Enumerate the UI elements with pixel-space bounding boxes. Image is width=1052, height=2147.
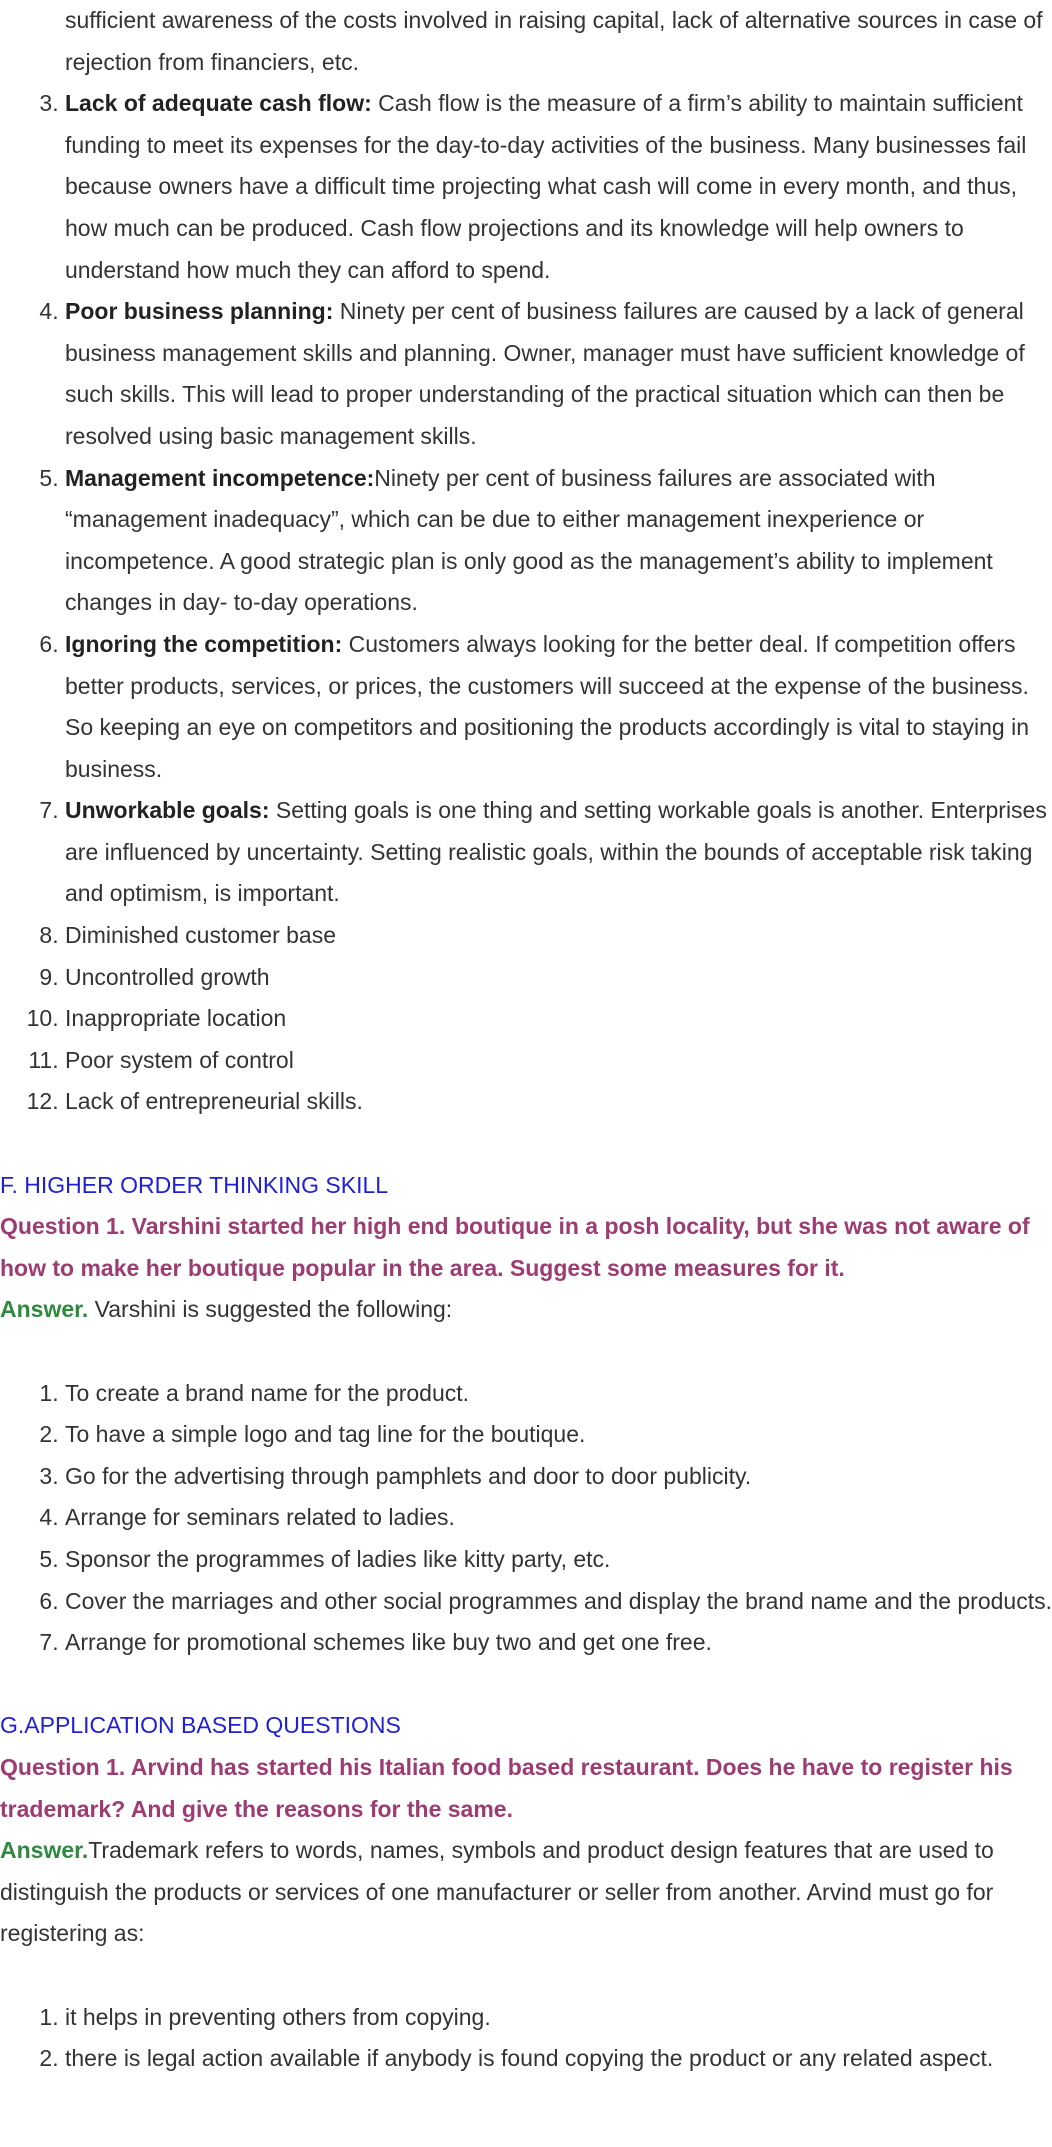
list-item-text: Uncontrolled growth xyxy=(65,963,270,990)
list-item-term: Lack of adequate cash flow: xyxy=(65,90,372,117)
list-item xyxy=(65,998,1052,1040)
list-item xyxy=(65,1040,1052,1082)
list-item xyxy=(65,1081,1052,1123)
list-item: 2. To have a simple logo and tag line for the boutique. xyxy=(65,1414,1052,1456)
section-g-heading: G.APPLICATION BASED QUESTIONS xyxy=(0,1712,401,1739)
section-f-heading: F. HIGHER ORDER THINKING SKILL xyxy=(0,1171,389,1198)
continued-list-text: sufficient awareness of the costs involved in raising capital, lack of alternative sources in case of rejection from financiers, etc. xyxy=(65,7,1043,75)
list-item-text: Lack of entrepreneurial skills. xyxy=(65,1088,363,1115)
list-item xyxy=(65,291,1052,457)
section-g-reasons-list xyxy=(0,1997,1052,2080)
list-item-text: Diminished customer base xyxy=(65,922,337,949)
section-f-answer xyxy=(0,1289,1052,1331)
list-item-term: Ignoring the competition: xyxy=(65,630,343,657)
spacer xyxy=(0,1955,1052,1997)
list-item xyxy=(65,624,1052,790)
list-item-text: Setting goals is one thing and setting workable goals is another. Enterprises are influenced by uncertainty. Setting realistic goals, within the bounds of acceptable risk taking and optimism, is important. xyxy=(65,797,1047,907)
spacer xyxy=(0,1664,1052,1706)
list-item xyxy=(65,957,1052,999)
section-f-measures-list xyxy=(0,1373,1052,1664)
list-item xyxy=(65,458,1052,624)
answer-text: Trademark refers to words, names, symbols and product design features that are used to distinguish the products or services of one manufacturer or seller from another. Arvind must go for registering as: xyxy=(0,1837,994,1947)
list-item: 6. Cover the marriages and other social programmes and display the brand name and the products. xyxy=(65,1581,1052,1623)
list-item-text: Ninety per cent of business failures are caused by a lack of general business management skills and planning. Owner, manager must have sufficient knowledge of such skills. This will lead to proper understanding of the practical situation which can then be resolved using basic management skills. xyxy=(65,298,1025,449)
list-item-text: Cash flow is the measure of a firm’s ability to maintain sufficient funding to meet its expenses for the day-to-day activities of the business. Many businesses fail because owners have a difficult time projecting what cash will come in every month, and thus, how much can be produced. Cash flow projections and its knowledge will help owners to understand how much they can afford to spend. xyxy=(65,90,1027,283)
list-item xyxy=(65,790,1052,915)
failure-reasons-list xyxy=(0,83,1052,1123)
list-item-term: Management incompetence: xyxy=(65,464,375,491)
list-item: 2. there is legal action available if anybody is found copying the product or any related aspect. xyxy=(65,2038,1052,2080)
list-item-text: Inappropriate location xyxy=(65,1005,287,1032)
spacer xyxy=(0,1331,1052,1373)
list-item: 1. it helps in preventing others from copying. xyxy=(65,1997,1052,2039)
list-item: 7. Arrange for promotional schemes like buy two and get one free. xyxy=(65,1622,1052,1664)
spacer xyxy=(0,1123,1052,1165)
list-item-term: Poor business planning: xyxy=(65,298,334,325)
answer-label: Answer. xyxy=(0,1296,89,1323)
answer-text: Varshini is suggested the following: xyxy=(88,1296,453,1323)
section-g-question: Question 1. Arvind has started his Italian food based restaurant. Does he have to register his trademark? And give the reasons for the same. xyxy=(0,1753,1013,1822)
list-item: 5. Sponsor the programmes of ladies like kitty party, etc. xyxy=(65,1539,1052,1581)
answer-label: Answer. xyxy=(0,1837,89,1864)
list-item: 4. Arrange for seminars related to ladies. xyxy=(65,1497,1052,1539)
section-f-question: Question 1. Varshini started her high end boutique in a posh locality, but she was not aware of how to make her boutique popular in the area. Suggest some measures for it. xyxy=(0,1213,1030,1281)
list-item xyxy=(65,915,1052,957)
list-item xyxy=(65,83,1052,291)
list-item-text: Poor system of control xyxy=(65,1046,294,1073)
list-item-text: Customers always looking for the better deal. If competition offers better products, services, or prices, the customers will succeed at the expense of the business. So keeping an eye on competitors and positioning the products accordingly is vital to staying in business. xyxy=(65,630,1030,782)
list-item: 1. To create a brand name for the product. xyxy=(65,1373,1052,1415)
list-item-text: Ninety per cent of business failures are associated with “management inadequacy”, which can be due to either management inexperience or incompetence. A good strategic plan is only good as the management’s ability to implement changes in day- to-day operations. xyxy=(65,464,993,616)
list-item-term: Unworkable goals: xyxy=(65,797,270,824)
section-g-answer xyxy=(0,1830,1052,1955)
list-item: 3. Go for the advertising through pamphlets and door to door publicity. xyxy=(65,1456,1052,1498)
